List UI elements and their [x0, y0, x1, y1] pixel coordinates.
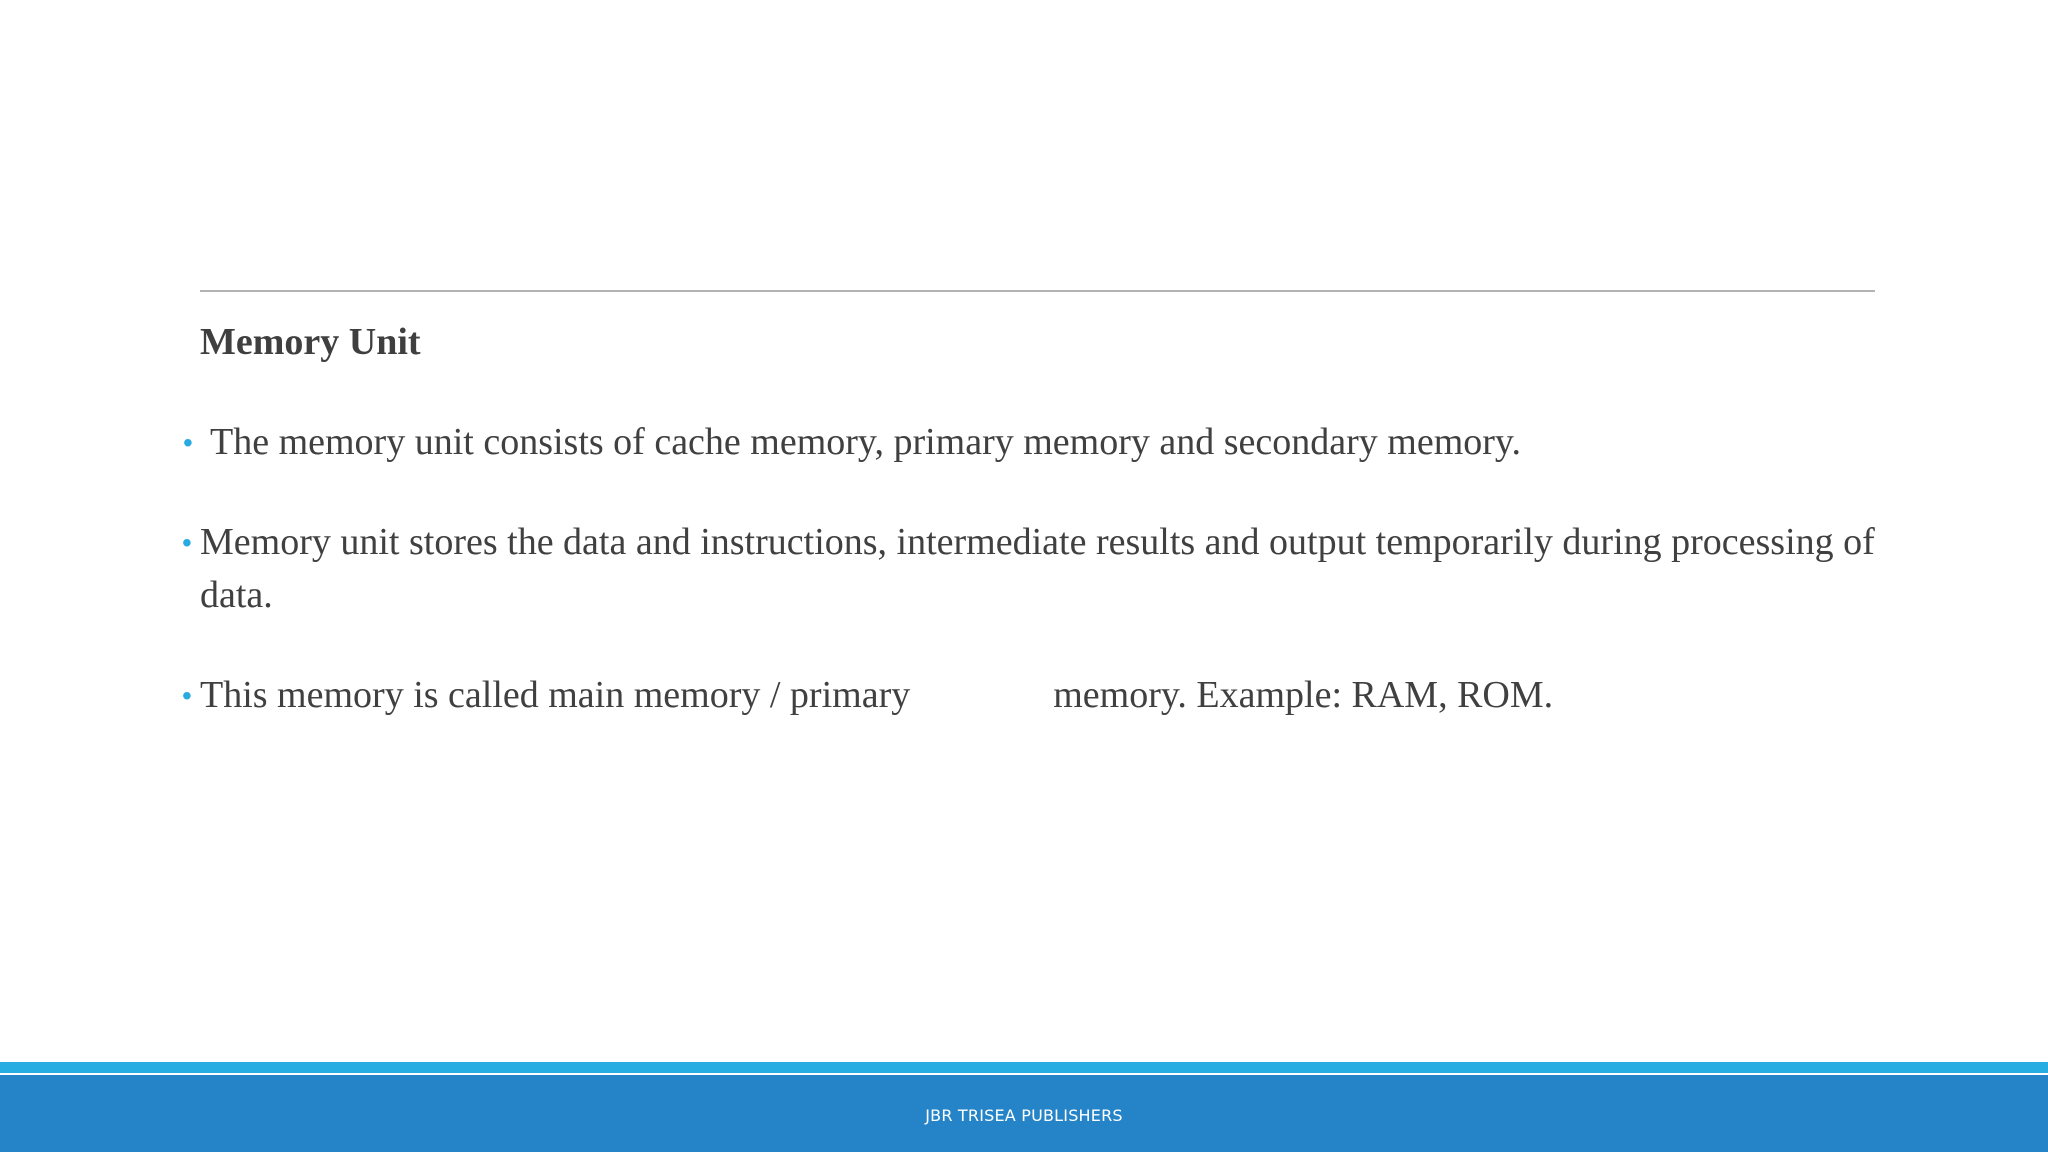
bullet-icon: •	[182, 680, 192, 711]
bullet-item-2	[180, 516, 1880, 622]
bullet-item-1	[180, 416, 1880, 469]
bullet-text-part-2: memory. Example: RAM, ROM.	[1053, 674, 1554, 716]
bullet-icon: •	[183, 427, 193, 458]
footer-accent-stripe	[0, 1062, 2048, 1073]
title-divider	[200, 290, 1875, 292]
footer-publisher-label: JBR TRISEA PUBLISHERS	[925, 1106, 1123, 1125]
slide-heading: Memory Unit	[200, 321, 421, 363]
bullet-list	[180, 416, 1880, 769]
bullet-text: Memory unit stores the data and instructions, intermediate results and output temporarily during processing of data.	[200, 521, 1875, 616]
bullet-text: The memory unit consists of cache memory, primary memory and secondary memory.	[210, 421, 1521, 463]
bullet-icon: •	[182, 527, 192, 558]
bullet-text-part-1: This memory is called main memory / primary	[200, 674, 911, 716]
bullet-item-3	[180, 669, 1880, 722]
